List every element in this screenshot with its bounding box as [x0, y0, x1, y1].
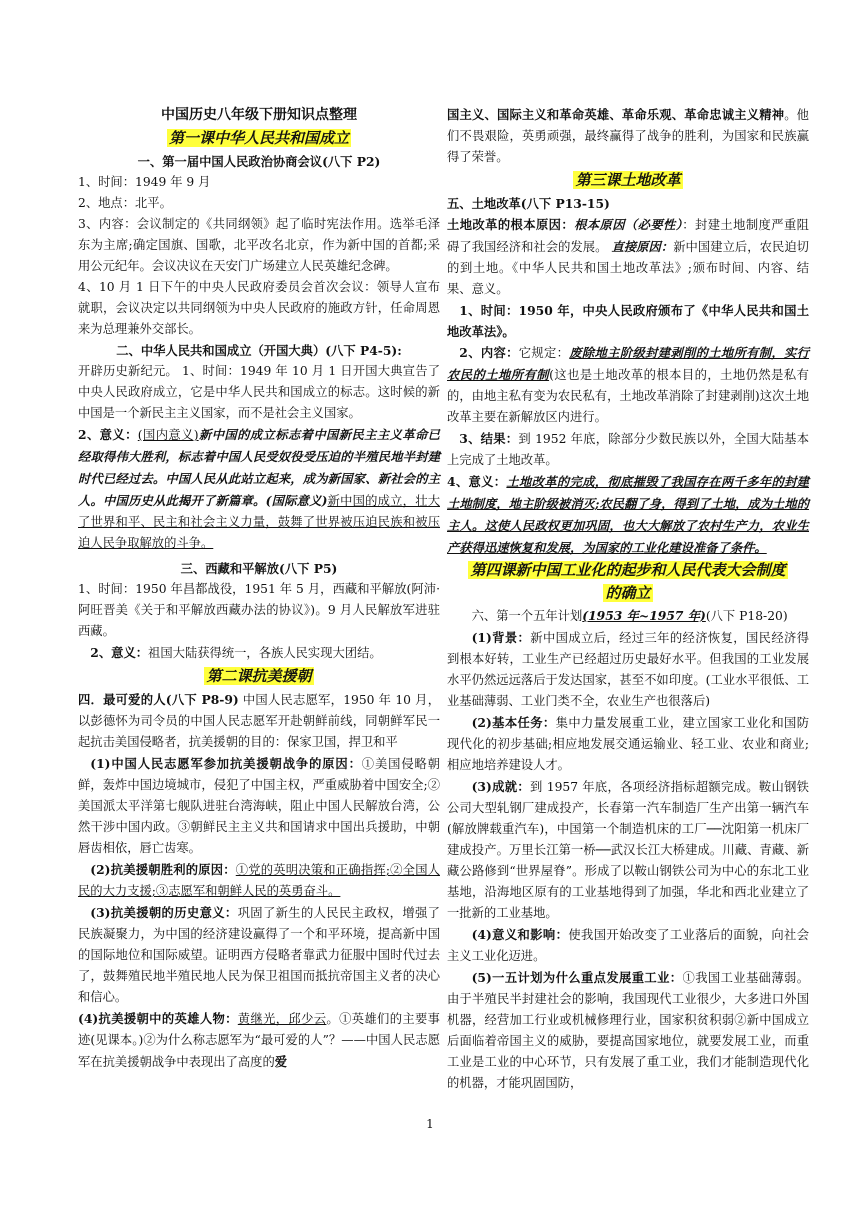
- section-6-heading: 六、第一个五年计划(1953 年~1957 年)(八下 P18-20): [471, 608, 788, 623]
- paragraph: (3)抗美援朝的历史意义：巩固了新生的人民民主政权，增强了民族凝聚力，为中国的经济建设赢得了一个和平环境，提高新中国的国际地位和国际威望。证明西方侵略者靠武力征服中国时代过去了，鼓舞殖民地半殖民地人民为保卫祖国而抵抗帝国主义者的决心和信心。: [78, 905, 440, 1004]
- section-5-heading: 五、土地改革(八下 P13-15): [447, 196, 610, 211]
- paragraph: 开辟历史新纪元。 1、时间：1949 年 10 月 1 日开国大典宣告了中央人民政府成立，它是中华人民共和国成立的标志。这时候的新中国是一个新民主主义国家，而不是社会主义国家。: [78, 364, 440, 420]
- paragraph: (3)成就：到 1957 年底，各项经济指标超额完成。鞍山钢铁公司大型轧钢厂建成投产，长春第一汽车制造厂生产出第一辆汽车(解放牌载重汽车)，中国第一个制造机床的工厂──沈阳第一机床厂建成投产。万里长江第一桥──武汉长江大桥建成。川藏、青藏、新藏公路修到“世界屋脊”。形成了以鞍山钢铁公司为中心的东北工业基地，沿海地区原有的工业基地得到了加强，华北和西北业建立了一批新的工业基地。: [447, 779, 809, 920]
- paragraph: (4)意义和影响：使我国开始改变了工业落后的面貌，向社会主义工业化迈进。: [447, 927, 809, 963]
- paragraph: 2、意义：祖国大陆获得统一，各族人民实现大团结。: [90, 645, 382, 660]
- paragraph: 国主义、国际主义和革命英雄、革命乐观、革命忠诚主义精神。他们不畏艰险，英勇顽强，最终赢得了战争的胜利，为国家和民族赢得了荣誉。: [447, 107, 809, 164]
- paragraph: (2)基本任务：集中力量发展重工业，建立国家工业化和国防现代化的初步基础;相应地发展交通运输业、轻工业、农业和商业;相应地培养建设人才。: [447, 715, 809, 772]
- paragraph: 1、时间：1949 年 9 月: [78, 175, 211, 189]
- page-number: 1: [426, 1117, 434, 1131]
- paragraph: 2、意义：(国内意义)新中国的成立标志着中国新民主主义革命已经取得伟大胜利，标志着中国人民受奴役受压迫的半殖民地半封建时代已经过去。中国人民从此站立起来，成为新国家、新社会的主人。中国历史从此揭开了新篇章。(国际意义)新中国的成立，壮大了世界和平、民主和社会主义力量，鼓舞了世界被压迫民族和被压迫人民争取解放的斗争。: [78, 427, 440, 550]
- document-title: 中国历史八年级下册知识点整理: [161, 107, 357, 123]
- paragraph: 4、意义：土地改革的完成，彻底摧毁了我国存在两千多年的封建土地制度，地主阶级被消灭;农民翻了身，得到了土地，成为土地的主人。这使人民政权更加巩固，也大大解放了农村生产力，农业生产获得迅速恢复和发展，为国家的工业化建设准备了条件。: [447, 474, 809, 555]
- paragraph: 1、时间：1950 年，中央人民政府颁布了《中华人民共和国土地改革法》。: [447, 303, 809, 339]
- section-1-heading: 一、第一届中国人民政治协商会议(八下 P2): [137, 154, 381, 169]
- paragraph: (2)抗美援朝胜利的原因：①党的英明决策和正确指挥;②全国人民的大力支援;③志愿军和朝鲜人民的英勇奋斗。: [78, 862, 440, 898]
- left-column: [78, 104, 440, 1073]
- paragraph: 土地改革的根本原因：根本原因（必要性）：封建土地制度严重阻碍了我国经济和社会的发展。 直接原因：新中国建立后，农民迫切的到土地。《中华人民共和国土地改革法》;颁布时间、内容、结果、意义。: [447, 217, 809, 296]
- paragraph: (1)中国人民志愿军参加抗美援朝战争的原因：①美国侵略朝鲜，轰炸中国边境城市，侵犯了中国主权，严重威胁着中国安全;②美国派太平洋第七舰队进驻台湾海峡，阻止中国人民解放台湾，公然干涉中国内政。③朝鲜民主主义共和国请求中国出兵援助，中朝唇齿相依，唇亡齿寒。: [78, 756, 440, 855]
- section-3-heading: 三、西藏和平解放(八下 P5): [180, 561, 338, 576]
- paragraph: 四．最可爱的人(八下 P8-9) 中国人民志愿军，1950 年 10 月，以彭德怀为司令员的中国人民志愿军开赴朝鲜前线，同朝鲜军民一起抗击美国侵略者，抗美援朝的目的：保家卫国，捍卫和平: [78, 692, 440, 749]
- paragraph: 1、时间：1950 年昌都战役，1951 年 5 月，西藏和平解放(阿沛·阿旺晋美《关于和平解放西藏办法的协议》)。9 月人民解放军进驻西藏。: [78, 582, 440, 638]
- paragraph: 4、10 月 1 日下午的中央人民政府委员会首次会议：领导人宣布就职，会议决定以共同纲领为中央人民政府的施政方针，任命周恩来为总理兼外交部长。: [78, 280, 440, 336]
- lesson-2-title: 第二课抗美援朝: [206, 667, 312, 685]
- lesson-1-title: 第一课中华人民共和国成立: [168, 129, 349, 147]
- lesson-4-title: 第四课新中国工业化的起步和人民代表大会制度 的确立: [470, 561, 786, 602]
- section-2-heading: 二、中华人民共和国成立（开国大典）(八下 P4-5):: [116, 343, 402, 358]
- lesson-3-title: 第三课土地改革: [575, 171, 681, 189]
- paragraph: 2、内容：它规定：废除地主阶级封建剥削的土地所有制，实行农民的土地所有制(这也是土地改革的根本目的，土地仍然是私有的，由地主私有变为农民私有，土地改革消除了封建剥削)这次土地改革主要在新解放区内进行。: [447, 345, 809, 424]
- paragraph: (4)抗美援朝中的英雄人物：黄继光，邱少云。①英雄们的主要事迹(见课本。)②为什么称志愿军为“最可爱的人”？——中国人民志愿军在抗美援朝战争中表现出了高度的爱: [78, 1011, 440, 1069]
- paragraph: (5)一五计划为什么重点发展重工业：①我国工业基础薄弱。由于半殖民半封建社会的影响，我国现代工业很少，大多进口外国机器，经营加工行业或机械修理行业，国家积贫积弱②新中国成立后面临着帝国主义的威胁，要提高国家地位，就要发展工业，而重工业是工业的中心环节，只有发展了重工业，我们才能制造现代化的机器，才能巩固国防，: [447, 970, 809, 1090]
- paragraph: (1)背景：新中国成立后，经过三年的经济恢复，国民经济得到根本好转，工业生产已经超过历史最好水平。但我国的工业发展水平仍然远远落后于发达国家，甚至不如印度。(工业水平很低、工业基础薄弱、工业门类不全，农业生产也很落后): [447, 630, 809, 708]
- paragraph: 2、地点：北平。: [78, 196, 172, 210]
- paragraph: 3、内容：会议制定的《共同纲领》起了临时宪法作用。选举毛泽东为主席;确定国旗、国歌，北平改名北京，作为新中国的首都;采用公元纪年。会议决议在天安门广场建立人民英雄纪念碑。: [78, 217, 440, 273]
- paragraph: 3、结果：到 1952 年底，除部分少数民族以外，全国大陆基本上完成了土地改革。: [447, 431, 809, 467]
- right-column: [447, 104, 809, 1094]
